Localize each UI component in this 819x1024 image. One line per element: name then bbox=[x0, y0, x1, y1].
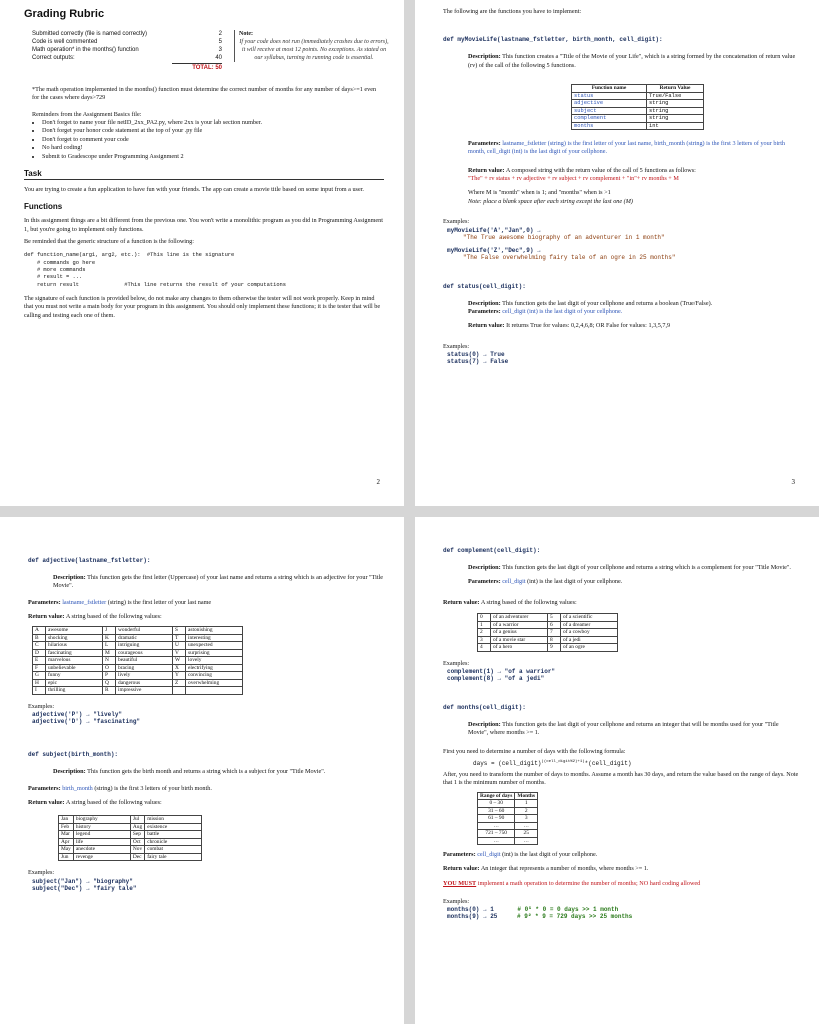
mymovielife-signature: def myMovieLife(lastname_fstletter, birth_month, cell_digit): bbox=[443, 36, 663, 44]
reminder-item: • Don't forget your honor code statement at the top of your .py file bbox=[42, 127, 384, 135]
table-cell: W bbox=[173, 657, 186, 664]
table-cell: D bbox=[33, 649, 46, 656]
table-cell: C bbox=[33, 642, 46, 649]
status-description: Description: This function gets the last digit of your cellphone and returns a boolean (True/False). bbox=[468, 299, 713, 307]
mymovielife-description: Description: This function creates a "Title of the Movie of your Life", which is a string formed by the concatenation of return value (rv) of the call of the following 5 functions. bbox=[468, 53, 796, 69]
complement-signature: def complement(cell_digit): bbox=[443, 547, 541, 554]
page-number: 3 bbox=[791, 478, 795, 486]
months-formula-intro: First you need to determine a number of days with the following formula: bbox=[443, 747, 626, 755]
table-cell: biography bbox=[73, 816, 130, 823]
table-cell: … bbox=[478, 822, 515, 829]
adjective-signature: def adjective(lastname_fstletter): bbox=[28, 557, 151, 564]
table-cell: 4 bbox=[478, 644, 491, 651]
table-cell: K bbox=[103, 634, 116, 641]
table-cell: 5 bbox=[548, 614, 561, 621]
table-cell: Z bbox=[173, 679, 186, 686]
where-note: Where M is "month" when is 1; and "months" when is >1 Note: place a blank space after each string except the last one (M) bbox=[468, 189, 633, 205]
table-cell: complement bbox=[572, 115, 647, 122]
table-header: Range of days bbox=[478, 792, 515, 799]
table-cell: Jun bbox=[59, 853, 74, 860]
page-3 bbox=[415, 0, 819, 506]
table-cell: I bbox=[33, 687, 46, 694]
complement-table bbox=[477, 613, 618, 651]
table-cell: interesting bbox=[186, 634, 243, 641]
table-cell: string bbox=[647, 100, 704, 107]
examples-label: Examples: bbox=[443, 659, 470, 667]
page-number: 2 bbox=[376, 478, 380, 486]
table-cell: unexpected bbox=[186, 642, 243, 649]
table-cell: battle bbox=[145, 831, 202, 838]
table-cell: Jul bbox=[130, 816, 144, 823]
months-formula: days = (cell_digit)$^{((cell\_digit\%2)+1)}$*(cell_digit) bbox=[473, 759, 632, 767]
table-cell: status bbox=[572, 92, 647, 99]
reminder-item: • No hard coding! bbox=[42, 144, 384, 152]
rubric-row: Submitted correctly (file is named correctly) 2 bbox=[32, 31, 222, 37]
table-cell: impressive bbox=[116, 687, 173, 694]
task-heading: Task bbox=[24, 169, 384, 180]
subject-return: Return value: A string based of the following values: bbox=[28, 798, 162, 806]
mymovielife-examples: myMovieLife('A',"Jan",0) → "The True awesome biography of an adventurer in 1 month" myMovieLife('Z',"Dec",9) → "The False overwhelming fairy tale of an ogre in 25 months" bbox=[447, 226, 676, 261]
adjective-return: Return value: A string based of the following values: bbox=[28, 613, 162, 621]
generic-code-block: def function_name(arg1, arg2, etc.): #This line is the signature # commands go here # more commands # result = ... return result #This line returns the result of your computations bbox=[24, 252, 287, 288]
table-cell: subject bbox=[572, 107, 647, 114]
adjective-table bbox=[32, 626, 243, 694]
table-cell: months bbox=[572, 122, 647, 129]
rubric-title: Grading Rubric bbox=[24, 8, 105, 20]
examples-label: Examples: bbox=[443, 898, 470, 906]
table-cell: J bbox=[103, 627, 116, 634]
subject-table bbox=[58, 815, 202, 861]
table-cell: Y bbox=[173, 672, 186, 679]
table-cell bbox=[186, 687, 243, 694]
table-row bbox=[478, 800, 538, 807]
table-row bbox=[59, 831, 202, 838]
table-cell: 1 bbox=[478, 621, 491, 628]
reminder-item: • Submit to Gradescope under Programming Assignment 2 bbox=[42, 153, 384, 161]
table-cell: U bbox=[173, 642, 186, 649]
functions-heading: Functions bbox=[24, 202, 63, 212]
table-cell: … bbox=[515, 837, 538, 844]
table-cell: adjective bbox=[572, 100, 647, 107]
table-cell: 2 bbox=[515, 807, 538, 814]
complement-examples: complement(1) → "of a warrior" complement(8) → "of a jedi" bbox=[447, 667, 556, 682]
page-5 bbox=[415, 517, 819, 1024]
table-cell: mission bbox=[145, 816, 202, 823]
table-cell: Apr bbox=[59, 838, 74, 845]
table-cell: surprising bbox=[186, 649, 243, 656]
intro-text: The following are the functions you have to implement: bbox=[443, 8, 582, 15]
table-cell: overwhelming bbox=[186, 679, 243, 686]
table-row bbox=[33, 642, 243, 649]
table-row bbox=[478, 614, 618, 621]
rubric-block bbox=[24, 30, 389, 78]
table-cell: chronicle bbox=[145, 838, 202, 845]
table-cell: awesome bbox=[46, 627, 103, 634]
table-row bbox=[33, 679, 243, 686]
table-cell: 721 – 750 bbox=[478, 830, 515, 837]
table-cell: V bbox=[173, 649, 186, 656]
rubric-note: Note: If your code does not run (immediately crashes due to errors), it will receive at most 12 points. No exceptions. As stated on our syllabus, turning in running code is essential. bbox=[234, 30, 389, 62]
functions-p1: In this assignment things are a bit different from the previous one. You won't write a monolithic program as you did in Programming Assignment 1, but you're going to implement only functions. bbox=[24, 217, 383, 233]
examples-label: Examples: bbox=[28, 702, 55, 710]
table-cell: N bbox=[103, 657, 116, 664]
adjective-description: Description: This function gets the first letter (Uppercase) of your last name and returns a string which is an adjective for your "Title Movie". bbox=[53, 574, 384, 590]
table-cell: Mar bbox=[59, 831, 74, 838]
table-cell: Sep bbox=[130, 831, 144, 838]
table-row bbox=[33, 657, 243, 664]
table-cell: Dec bbox=[130, 853, 144, 860]
functions-p2: Be reminded that the generic structure of a function is the following: bbox=[24, 237, 194, 245]
table-cell: M bbox=[103, 649, 116, 656]
table-cell: lovely bbox=[186, 657, 243, 664]
table-row bbox=[33, 649, 243, 656]
return-types-table bbox=[571, 84, 704, 130]
complement-description: Description: This function gets the last digit of your cellphone and returns a string which is a complement for your "Title Movie". bbox=[468, 564, 791, 571]
rubric-row: Math operation* in the months() function 3 bbox=[32, 47, 222, 54]
table-row bbox=[478, 636, 618, 643]
status-return: Return value: It returns True for values: 0,2,4,6,8; OR False for values: 1,3,5,7,9 bbox=[468, 322, 671, 330]
table-cell: O bbox=[103, 664, 116, 671]
table-cell: of a dreamer bbox=[561, 621, 618, 628]
table-cell: 25 bbox=[515, 830, 538, 837]
table-cell: legend bbox=[73, 831, 130, 838]
table-cell: hilarious bbox=[46, 642, 103, 649]
table-cell: of a hero bbox=[491, 644, 548, 651]
table-header: Months bbox=[515, 792, 538, 799]
table-cell bbox=[173, 687, 186, 694]
table-cell: lively bbox=[116, 672, 173, 679]
math-note: *The math operation implemented in the months() function must determine the correct number of months for any number of days>=1 even for the cases where days>729 bbox=[32, 86, 377, 102]
table-cell: unbelievable bbox=[46, 664, 103, 671]
table-cell: Feb bbox=[59, 823, 74, 830]
mymovielife-return: Return value: A composed string with the return value of the call of 5 functions as follows: "The" + rv status + rv adjective + rv subject + rv complement + "in"+ rv months + M bbox=[468, 166, 696, 183]
rubric-total: TOTAL: 50 bbox=[172, 63, 222, 72]
table-cell: anecdote bbox=[73, 846, 130, 853]
page-2 bbox=[0, 0, 404, 506]
table-row bbox=[59, 823, 202, 830]
table-cell: bracing bbox=[116, 664, 173, 671]
table-cell: Q bbox=[103, 679, 116, 686]
subject-parameters: Parameters: birth_month (string) is the first 3 letters of your birth month. bbox=[28, 784, 212, 792]
table-cell: courageous bbox=[116, 649, 173, 656]
table-row bbox=[33, 664, 243, 671]
table-cell: F bbox=[33, 664, 46, 671]
examples-label: Examples: bbox=[443, 342, 470, 350]
table-row bbox=[478, 644, 618, 651]
table-cell: P bbox=[103, 672, 116, 679]
subject-description: Description: This function gets the birth month and returns a string which is a subject for your "Title Movie". bbox=[53, 768, 326, 776]
signature-note: The signature of each function is provided below, do not make any changes to them otherwise the tester will not work properly. Keep in mind that you must not write a main body for your program in this assignment. You should only implement these functions; it is the tester that will be calling and testing each one of them. bbox=[24, 294, 381, 319]
complement-return: Return value: A string based of the following values: bbox=[443, 598, 577, 606]
table-row bbox=[478, 807, 538, 814]
table-cell: convincing bbox=[186, 672, 243, 679]
table-cell: 3 bbox=[515, 815, 538, 822]
table-cell: of a cowboy bbox=[561, 629, 618, 636]
table-cell: 3 bbox=[478, 636, 491, 643]
table-cell: electrifying bbox=[186, 664, 243, 671]
adjective-examples: adjective('P') → "lively" adjective('D') → "fascinating" bbox=[32, 711, 141, 726]
table-row bbox=[478, 822, 538, 829]
months-parameters: Parameters: cell_digit (int) is the last digit of your cellphone. bbox=[443, 851, 598, 859]
months-description: Description: This function gets the last digit of your cellphone and returns an integer that will be months used for your "Title Movie", where months >= 1. bbox=[468, 720, 779, 737]
table-cell: May bbox=[59, 846, 74, 853]
table-cell: S bbox=[173, 627, 186, 634]
table-cell: 6 bbox=[548, 621, 561, 628]
table-header: Return Value bbox=[647, 85, 704, 92]
table-cell: life bbox=[73, 838, 130, 845]
adjective-parameters: Parameters: lastname_fstletter (string) is the first letter of your last name bbox=[28, 598, 212, 606]
range-table bbox=[477, 792, 538, 845]
table-row bbox=[59, 853, 202, 860]
table-cell: Jan bbox=[59, 816, 74, 823]
table-cell: L bbox=[103, 642, 116, 649]
subject-signature: def subject(birth_month): bbox=[28, 751, 119, 759]
table-cell: G bbox=[33, 672, 46, 679]
table-cell: wonderful bbox=[116, 627, 173, 634]
rubric-row: Code is well commented 5 bbox=[32, 39, 222, 46]
table-cell: marvelous bbox=[46, 657, 103, 664]
table-cell: epic bbox=[46, 679, 103, 686]
table-cell: H bbox=[33, 679, 46, 686]
table-row bbox=[478, 815, 538, 822]
page-4 bbox=[0, 517, 404, 1024]
months-examples: months(0) → 1 # 0¹ * 0 = 0 days >> 1 month months(9) → 25 # 9² * 9 = 729 days >> 25 months bbox=[447, 906, 633, 921]
table-cell: Oct bbox=[130, 838, 144, 845]
subject-examples: subject("Jan") → "biography" subject("Dec") → "fairy tale" bbox=[32, 877, 137, 892]
table-row bbox=[478, 629, 618, 636]
table-cell: thrilling bbox=[46, 687, 103, 694]
status-examples: status(0) → True status(7) → False bbox=[447, 350, 509, 365]
table-row bbox=[33, 634, 243, 641]
table-row bbox=[33, 672, 243, 679]
table-cell: of an ogre bbox=[561, 644, 618, 651]
table-cell: existence bbox=[145, 823, 202, 830]
table-cell: combat bbox=[145, 846, 202, 853]
table-cell: 9 bbox=[548, 644, 561, 651]
status-signature: def status(cell_digit): bbox=[443, 282, 526, 290]
complement-parameters: Parameters: cell_digit (int) is the last digit of your cellphone. bbox=[468, 578, 623, 586]
table-cell: dangerous bbox=[116, 679, 173, 686]
table-row bbox=[478, 837, 538, 844]
table-cell: fascinating bbox=[46, 649, 103, 656]
table-row bbox=[59, 846, 202, 853]
table-row bbox=[59, 838, 202, 845]
table-cell: … bbox=[478, 837, 515, 844]
table-cell: Nov bbox=[130, 846, 144, 853]
table-cell: of a scientific bbox=[561, 614, 618, 621]
must-note: YOU MUST implement a math operation to determine the number of months; NO hard coding allowed bbox=[443, 879, 701, 887]
table-cell: string bbox=[647, 107, 704, 114]
table-row bbox=[59, 816, 202, 823]
table-cell: R bbox=[103, 687, 116, 694]
rubric-row: Correct outputs: 40 bbox=[32, 55, 222, 62]
table-cell: int bbox=[647, 122, 704, 129]
table-cell: of a genius bbox=[491, 629, 548, 636]
table-cell: … bbox=[515, 822, 538, 829]
table-cell: fairy tale bbox=[145, 853, 202, 860]
table-cell: 31 – 60 bbox=[478, 807, 515, 814]
table-cell: B bbox=[33, 634, 46, 641]
table-cell: A bbox=[33, 627, 46, 634]
table-cell: astonishing bbox=[186, 627, 243, 634]
table-cell: string bbox=[647, 115, 704, 122]
table-row bbox=[478, 830, 538, 837]
table-row bbox=[33, 627, 243, 634]
reminder-item: • Don't forget to name your file netID_2xx_PA2.py, where 2xx is your lab section number. bbox=[42, 119, 384, 127]
reminders: Reminders from the Assignment Basics file: • Don't forget to name your file netID_2xx_PA2.py, where 2xx is your lab section number. • Don't forget your honor code statement at the top of your .py file • Don't forget to comment your code • No hard coding! • Submit to Gradescope under Programming Assignment 2 bbox=[32, 111, 384, 161]
table-cell: shocking bbox=[46, 634, 103, 641]
table-row bbox=[33, 687, 243, 694]
table-cell: history bbox=[73, 823, 130, 830]
table-cell: 0 – 30 bbox=[478, 800, 515, 807]
table-cell: of an adventurer bbox=[491, 614, 548, 621]
status-parameters: Parameters: cell_digit (int) is the last digit of your cellphone. bbox=[468, 307, 623, 315]
table-cell: funny bbox=[46, 672, 103, 679]
table-cell: 1 bbox=[515, 800, 538, 807]
table-cell: 0 bbox=[478, 614, 491, 621]
table-cell: T bbox=[173, 634, 186, 641]
months-signature: def months(cell_digit): bbox=[443, 703, 526, 711]
table-cell: X bbox=[173, 664, 186, 671]
table-cell: beautiful bbox=[116, 657, 173, 664]
rubric-rows bbox=[32, 30, 222, 72]
table-header: Function name bbox=[572, 85, 647, 92]
months-return: Return value: An integer that represents a number of months, where months >= 1. bbox=[443, 865, 649, 873]
examples-label: Examples: bbox=[28, 869, 55, 877]
mymovielife-parameters: Parameters: lastname_fstletter (string) is the first letter of your last name, birth_month (string) is the first 3 letters of your birth month, cell_digit (int) is the last digit of your cellphone. bbox=[468, 139, 786, 156]
table-cell: E bbox=[33, 657, 46, 664]
table-cell: 7 bbox=[548, 629, 561, 636]
table-cell: of a jedi bbox=[561, 636, 618, 643]
table-cell: intriguing bbox=[116, 642, 173, 649]
table-cell: 2 bbox=[478, 629, 491, 636]
examples-label: Examples: bbox=[443, 218, 470, 226]
reminder-item: • Don't forget to comment your code bbox=[42, 136, 384, 144]
table-cell: 8 bbox=[548, 636, 561, 643]
table-cell: of a movie star bbox=[491, 636, 548, 643]
table-cell: dramatic bbox=[116, 634, 173, 641]
table-row bbox=[478, 621, 618, 628]
table-cell: of a warrior bbox=[491, 621, 548, 628]
table-cell: 61 – 90 bbox=[478, 815, 515, 822]
table-cell: revenge bbox=[73, 853, 130, 860]
months-after: After, you need to transform the number of days to months. Assume a month has 30 days, and return the value based on the range of days. Note that 1 is the minimum number of months. bbox=[443, 770, 799, 787]
task-text: You are trying to create a fun application to have fun with your friends. The app can create a movie title based on some input from a user. bbox=[24, 185, 364, 193]
table-cell: True/False bbox=[647, 92, 704, 99]
table-cell: Aug bbox=[130, 823, 144, 830]
